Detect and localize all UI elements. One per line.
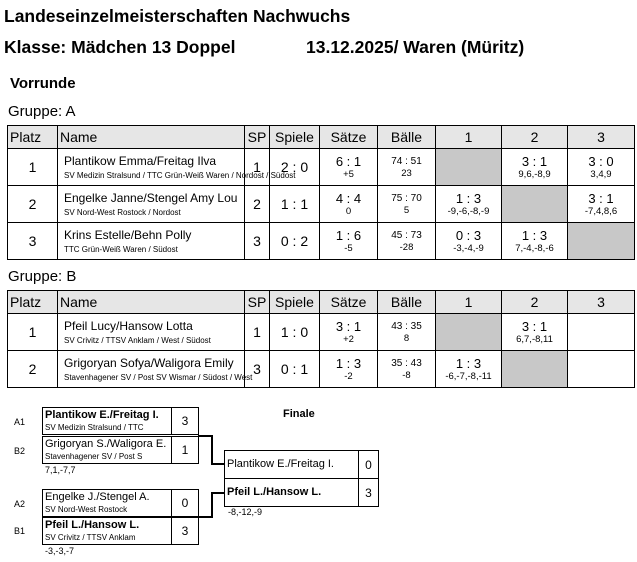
pair-club: SV Nord-West Rostock / Nordost bbox=[64, 208, 181, 217]
sp-cell: 1 bbox=[245, 149, 270, 186]
match-cell bbox=[436, 223, 502, 260]
saetze-cell bbox=[320, 314, 378, 351]
bracket-line bbox=[211, 463, 225, 465]
baelle-cell bbox=[378, 149, 436, 186]
match-cell bbox=[568, 314, 635, 351]
saetze-diff: +2 bbox=[343, 333, 354, 345]
pair-name: Plantikow Emma/Freitag Ilva bbox=[64, 154, 217, 168]
player-club: SV Nord-West Rostock bbox=[45, 505, 128, 514]
bracket-line bbox=[211, 435, 213, 465]
player-name: Plantikow E./Freitag I. bbox=[45, 409, 159, 421]
rank-cell: 2 bbox=[8, 186, 58, 223]
saetze-value: 3 : 1 bbox=[335, 318, 362, 334]
saetze-diff: -2 bbox=[344, 370, 353, 382]
baelle-value: 43 : 35 bbox=[391, 320, 422, 332]
match-result: -3,-3,-7 bbox=[45, 546, 75, 556]
match-score: 3 : 1 bbox=[588, 190, 614, 206]
sf1-top-box bbox=[42, 407, 199, 435]
match-cell bbox=[502, 186, 568, 223]
bracket-line bbox=[198, 435, 212, 437]
match-cell bbox=[436, 314, 502, 351]
saetze-cell bbox=[320, 186, 378, 223]
col-spiele-header: Spiele bbox=[270, 291, 320, 314]
bracket-line bbox=[198, 516, 212, 518]
sp-cell: 3 bbox=[245, 351, 270, 388]
saetze-value: 4 : 4 bbox=[335, 190, 362, 206]
match-score: 0 bbox=[171, 490, 198, 516]
spiele-cell: 0 : 1 bbox=[270, 351, 320, 388]
rank-cell: 3 bbox=[8, 223, 58, 260]
pair-cell bbox=[58, 223, 245, 260]
match-detail: 9,6,-8,9 bbox=[518, 168, 551, 180]
baelle-cell bbox=[378, 314, 436, 351]
bracket-line bbox=[211, 492, 225, 494]
spiele-cell: 1 : 1 bbox=[270, 186, 320, 223]
match-detail: -9,-6,-8,-9 bbox=[447, 205, 490, 217]
match-cell bbox=[436, 186, 502, 223]
class-title: Klasse: Mädchen 13 Doppel bbox=[4, 37, 236, 57]
match-detail: -3,-4,-9 bbox=[453, 242, 484, 254]
player-name: Pfeil L./Hansow L. bbox=[45, 519, 140, 531]
col-3-header: 3 bbox=[568, 291, 635, 314]
match-score: 3 : 1 bbox=[521, 318, 548, 334]
col-platz-header: Platz bbox=[8, 291, 58, 314]
match-cell bbox=[502, 314, 568, 351]
match-score: 1 : 3 bbox=[521, 227, 548, 243]
col-3-header: 3 bbox=[568, 126, 635, 149]
col-name-header: Name bbox=[58, 291, 245, 314]
match-result: -8,-12,-9 bbox=[228, 507, 263, 517]
match-cell bbox=[502, 149, 568, 186]
group-a-table bbox=[7, 125, 635, 260]
sp-cell: 1 bbox=[245, 314, 270, 351]
table-row bbox=[8, 314, 635, 351]
final-bottom-box bbox=[224, 478, 379, 507]
pair-club: SV Medizin Stralsund / TTC Grün-Weiß Waren / Nordost / Südost bbox=[64, 171, 296, 180]
sf2-top-box bbox=[42, 489, 199, 517]
col-sp-header: SP bbox=[245, 291, 270, 314]
player-name: Engelke J./Stengel A. bbox=[45, 491, 150, 503]
match-cell bbox=[568, 223, 635, 260]
table-row bbox=[8, 186, 635, 223]
baelle-diff: 8 bbox=[403, 332, 410, 344]
header-row bbox=[8, 126, 635, 149]
match-cell bbox=[502, 223, 568, 260]
rank-cell: 1 bbox=[8, 149, 58, 186]
group-b-label: Gruppe: B bbox=[8, 268, 77, 285]
player-name: Grigoryan S./Waligora E. bbox=[45, 438, 167, 450]
spiele-cell: 1 : 0 bbox=[270, 314, 320, 351]
table-row bbox=[8, 351, 635, 388]
match-score: 1 bbox=[171, 437, 198, 463]
baelle-value: 75 : 70 bbox=[391, 192, 422, 204]
pair-cell bbox=[58, 186, 245, 223]
saetze-cell bbox=[320, 223, 378, 260]
baelle-cell bbox=[378, 186, 436, 223]
col-platz-header: Platz bbox=[8, 126, 58, 149]
pair-club: SV Crivitz / TTSV Anklam / West / Südost bbox=[64, 336, 211, 345]
sf1-bottom-box bbox=[42, 436, 199, 464]
seed-label: A2 bbox=[14, 499, 26, 509]
round-label: Vorrunde bbox=[10, 75, 76, 92]
baelle-diff: -28 bbox=[399, 241, 414, 253]
match-cell bbox=[436, 351, 502, 388]
match-detail: 3,4,9 bbox=[590, 168, 612, 180]
player-club: SV Crivitz / TTSV Anklam bbox=[45, 533, 136, 542]
pair-cell bbox=[58, 314, 245, 351]
player-club: Stavenhagener SV / Post S bbox=[45, 452, 143, 461]
match-score: 3 bbox=[171, 518, 198, 544]
seed-label: A1 bbox=[14, 417, 26, 427]
match-score: 0 bbox=[358, 451, 378, 478]
pair-name: Krins Estelle/Behn Polly bbox=[64, 228, 192, 242]
saetze-cell bbox=[320, 351, 378, 388]
group-a-label: Gruppe: A bbox=[8, 103, 76, 120]
pair-name: Engelke Janne/Stengel Amy Lou bbox=[64, 191, 238, 205]
page-title: Landeseinzelmeisterschaften Nachwuchs bbox=[4, 6, 351, 26]
player-name: Pfeil L./Hansow L. bbox=[227, 486, 322, 498]
sp-cell: 2 bbox=[245, 186, 270, 223]
date-place: 13.12.2025/ Waren (Müritz) bbox=[306, 37, 525, 57]
pair-name: Pfeil Lucy/Hansow Lotta bbox=[64, 319, 193, 333]
saetze-diff: 0 bbox=[345, 205, 352, 217]
match-detail: 6,7,-8,11 bbox=[516, 333, 553, 345]
final-label: Finale bbox=[283, 408, 315, 420]
col-saetze-header: Sätze bbox=[320, 126, 378, 149]
col-2-header: 2 bbox=[502, 126, 568, 149]
col-1-header: 1 bbox=[436, 291, 502, 314]
header-row bbox=[8, 291, 635, 314]
rank-cell: 2 bbox=[8, 351, 58, 388]
sp-cell: 3 bbox=[245, 223, 270, 260]
sf2-bottom-box bbox=[42, 517, 199, 545]
baelle-diff: -8 bbox=[402, 369, 411, 381]
spiele-cell: 0 : 2 bbox=[270, 223, 320, 260]
baelle-cell bbox=[378, 351, 436, 388]
saetze-value: 1 : 6 bbox=[335, 227, 362, 243]
match-score: 3 bbox=[358, 479, 378, 506]
table-row bbox=[8, 149, 635, 186]
baelle-value: 35 : 43 bbox=[391, 357, 422, 369]
match-score: 3 : 1 bbox=[521, 153, 548, 169]
player-name: Plantikow E./Freitag I. bbox=[227, 458, 334, 470]
col-name-header: Name bbox=[58, 126, 245, 149]
player-club: SV Medizin Stralsund / TTC bbox=[45, 423, 144, 432]
saetze-value: 1 : 3 bbox=[335, 355, 362, 371]
pair-club: TTC Grün-Weiß Waren / Südost bbox=[64, 245, 178, 254]
match-score: 3 bbox=[171, 408, 198, 434]
baelle-diff: 23 bbox=[401, 167, 412, 179]
saetze-diff: +5 bbox=[343, 168, 354, 180]
seed-label: B1 bbox=[14, 526, 26, 536]
col-2-header: 2 bbox=[502, 291, 568, 314]
table-row bbox=[8, 223, 635, 260]
saetze-value: 6 : 1 bbox=[335, 153, 362, 169]
match-score: 3 : 0 bbox=[588, 153, 614, 169]
pair-name: Grigoryan Sofya/Waligora Emily bbox=[64, 356, 234, 370]
match-cell bbox=[436, 149, 502, 186]
match-cell bbox=[568, 149, 635, 186]
col-baelle-header: Bälle bbox=[378, 126, 436, 149]
match-result: 7,1,-7,7 bbox=[45, 465, 76, 475]
final-top-box bbox=[224, 450, 379, 479]
match-detail: 7,-4,-8,-6 bbox=[515, 242, 554, 254]
baelle-cell bbox=[378, 223, 436, 260]
match-cell bbox=[568, 351, 635, 388]
group-b-table bbox=[7, 290, 635, 388]
spiele-cell: 2 : 0 bbox=[270, 149, 320, 186]
match-score: 1 : 3 bbox=[455, 355, 482, 371]
col-1-header: 1 bbox=[436, 126, 502, 149]
match-score: 1 : 3 bbox=[455, 190, 482, 206]
col-baelle-header: Bälle bbox=[378, 291, 436, 314]
baelle-value: 45 : 73 bbox=[391, 229, 422, 241]
col-saetze-header: Sätze bbox=[320, 291, 378, 314]
col-sp-header: SP bbox=[245, 126, 270, 149]
match-detail: -6,-7,-8,-11 bbox=[445, 370, 492, 382]
match-score: 0 : 3 bbox=[455, 227, 482, 243]
match-cell bbox=[568, 186, 635, 223]
saetze-cell bbox=[320, 149, 378, 186]
baelle-value: 74 : 51 bbox=[391, 155, 422, 167]
pair-club: Stavenhagener SV / Post SV Wismar / Südost / West bbox=[64, 373, 253, 382]
baelle-diff: 5 bbox=[403, 204, 410, 216]
saetze-diff: -5 bbox=[344, 242, 353, 254]
match-detail: -7,4,8,6 bbox=[584, 205, 618, 217]
match-cell bbox=[502, 351, 568, 388]
rank-cell: 1 bbox=[8, 314, 58, 351]
pair-cell bbox=[58, 351, 253, 388]
seed-label: B2 bbox=[14, 446, 26, 456]
bracket-line bbox=[211, 492, 213, 518]
col-spiele-header: Spiele bbox=[270, 126, 320, 149]
